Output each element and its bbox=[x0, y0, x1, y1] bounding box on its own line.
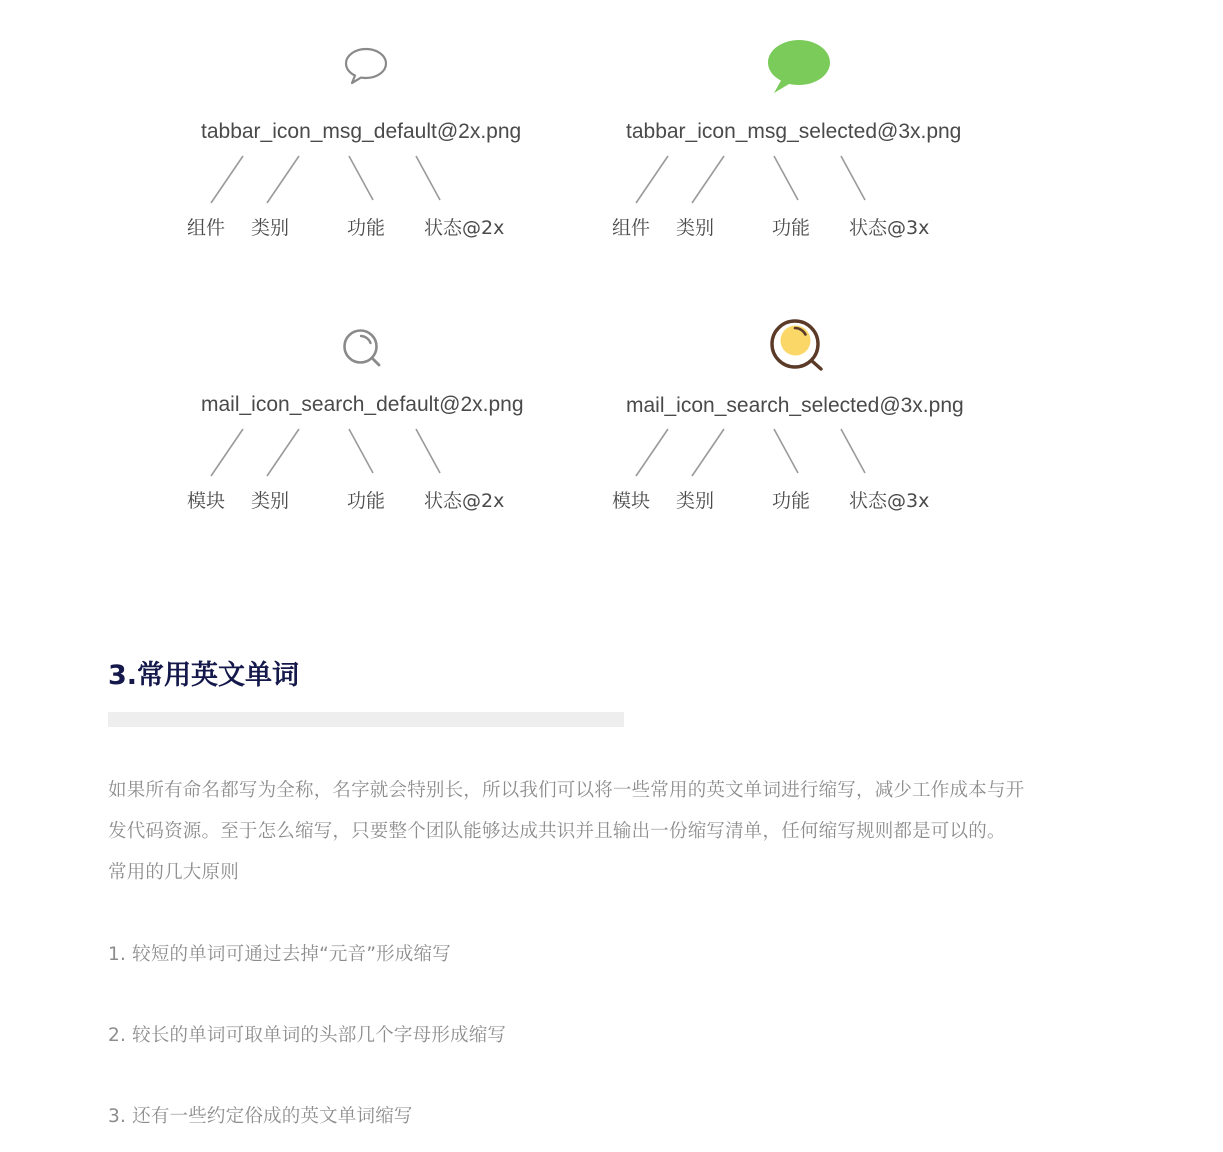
naming-diagram bbox=[0, 0, 1223, 560]
connector-lines bbox=[200, 150, 460, 210]
label-state: 状态@3x bbox=[849, 217, 930, 239]
search-outline-icon bbox=[341, 327, 383, 369]
rule-item: 1. 较短的单词可通过去掉“元音”形成缩写 bbox=[108, 944, 451, 965]
rule-item: 2. 较长的单词可取单词的头部几个字母形成缩写 bbox=[108, 1025, 507, 1046]
chat-bubble-outline-icon bbox=[343, 46, 389, 86]
label-category: 类别 bbox=[251, 490, 290, 512]
label-component: 组件 bbox=[612, 217, 651, 239]
label-module: 模块 bbox=[187, 490, 226, 512]
section-title: 3.常用英文单词 bbox=[108, 660, 300, 691]
search-filled-yellow-icon bbox=[767, 318, 827, 374]
filename-msg-default: tabbar_icon_msg_default@2x.png bbox=[201, 120, 522, 143]
label-module: 模块 bbox=[612, 490, 651, 512]
filename-search-selected: mail_icon_search_selected@3x.png bbox=[626, 394, 964, 417]
label-state: 状态@2x bbox=[424, 217, 505, 239]
section-divider bbox=[108, 712, 624, 727]
rule-item: 3. 还有一些约定俗成的英文单词缩写 bbox=[108, 1106, 413, 1127]
label-state: 状态@3x bbox=[849, 490, 930, 512]
chat-bubble-filled-green-icon bbox=[766, 39, 832, 95]
label-state: 状态@2x bbox=[424, 490, 505, 512]
filename-search-default: mail_icon_search_default@2x.png bbox=[201, 393, 524, 416]
label-function: 功能 bbox=[347, 217, 386, 239]
label-component: 组件 bbox=[187, 217, 226, 239]
label-function: 功能 bbox=[772, 217, 811, 239]
connector-lines bbox=[200, 423, 460, 483]
connector-lines bbox=[625, 423, 885, 483]
body-paragraph-line: 发代码资源。至于怎么缩写，只要整个团队能够达成共识并且输出一份缩写清单，任何缩写规则都是可以的。 bbox=[108, 821, 1006, 842]
filename-msg-selected: tabbar_icon_msg_selected@3x.png bbox=[626, 120, 962, 143]
body-paragraph-line: 如果所有命名都写为全称，名字就会特别长，所以我们可以将一些常用的英文单词进行缩写，减少工作成本与开 bbox=[108, 780, 1025, 801]
label-category: 类别 bbox=[251, 217, 290, 239]
connector-lines bbox=[625, 150, 885, 210]
label-category: 类别 bbox=[676, 217, 715, 239]
label-function: 功能 bbox=[772, 490, 811, 512]
label-function: 功能 bbox=[347, 490, 386, 512]
label-category: 类别 bbox=[676, 490, 715, 512]
principles-heading: 常用的几大原则 bbox=[108, 862, 239, 883]
